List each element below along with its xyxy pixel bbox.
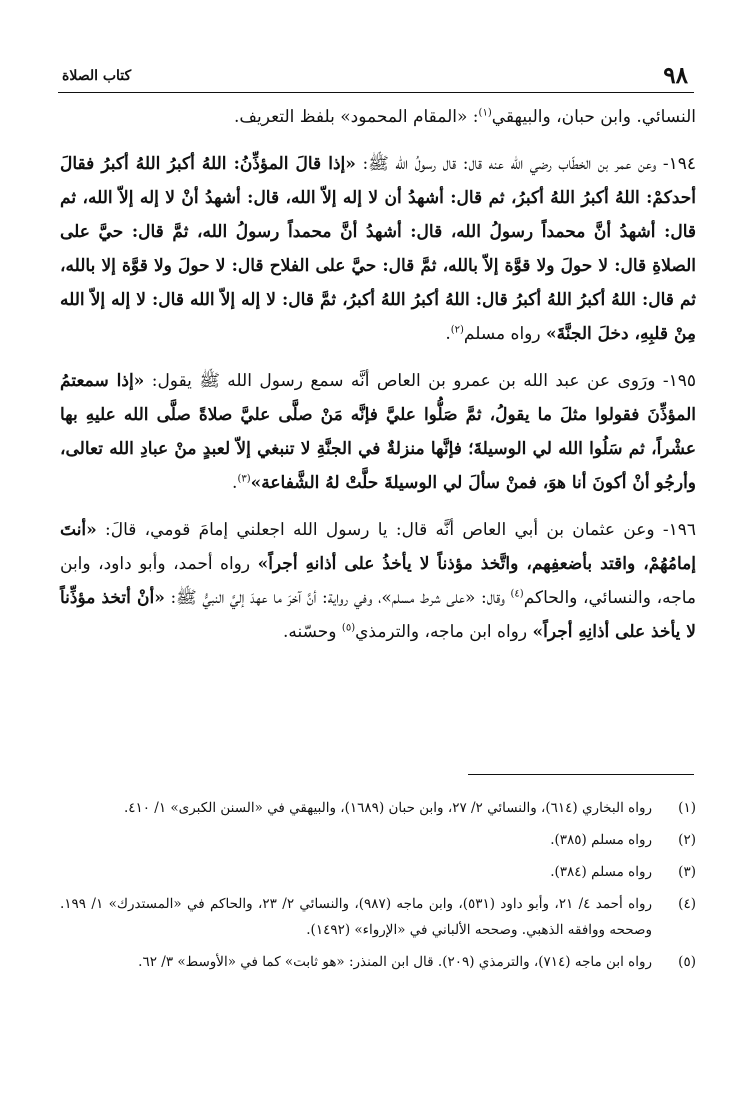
footnote-ref: (٤)	[510, 588, 524, 600]
footnote-text: رواه مسلم (٣٨٤).	[550, 864, 652, 880]
page-header	[58, 62, 694, 93]
footnote	[60, 949, 696, 975]
footnote-number: (٢)	[678, 832, 696, 848]
footnotes	[60, 795, 696, 981]
footnote	[60, 827, 696, 853]
footnote-text: رواه أحمد ٤/ ٢١، وأبو داود (٥٣١)، وابن ماجه (٩٨٧)، والنسائي ٢/ ٢٣، والحاكم في «المستدرك» ١/ ١٩٩. وصححه ووافقه الذهبي. وصححه الألباني في «الإرواء» (١٤٩٢).	[60, 896, 652, 938]
footnote-number: (٤)	[678, 896, 696, 912]
footnote	[60, 795, 696, 821]
footnote-number: (٣)	[678, 864, 696, 880]
footnote	[60, 859, 696, 885]
footnote-ref: (٢)	[450, 324, 464, 336]
hadith-text: «إذا سمعتمُ المؤذِّنَ فقولوا مثلَ ما يقولُ، ثمَّ صَلُّوا عليَّ فإنَّه مَنْ صلَّى عليَّ صلاةً صلَّى الله عليهِ بها عشْراً، ثم سَلُوا الله لي الوسيلةَ؛ فإنَّها منزلةٌ في الجنَّةِ لا تنبغي إلاّ لعبدٍ منْ عبادِ الله تعالى، وأرجُو أنْ أكونَ أنا هوَ، فمنْ سألَ لي الوسيلةَ حلَّتْ لهُ الشَّفاعة»	[60, 371, 696, 493]
hadith-195: ١٩٥- ورَوى عن عبد الله بن عمرو بن العاص أنَّه سمع رسول الله ﷺ يقول: «إذا سمعتمُ المؤذِّنَ فقولوا مثلَ ما يقولُ، ثمَّ صَلُّوا عليَّ فإنَّه مَنْ صلَّى عليَّ صلاةً صلَّى الله عليهِ بها عشْراً، ثم سَلُوا الله لي الوسيلةَ؛ فإنَّها منزلةٌ في الجنَّةِ لا تنبغي إلاّ لعبدٍ منْ عبادِ الله تعالى، وأرجُو أنْ أكونَ أنا هوَ، فمنْ سألَ لي الوسيلةَ حلَّتْ لهُ الشَّفاعة»$^{(٣)}$.	[60, 371, 696, 493]
footnote-text: رواه ابن ماجه (٧١٤)، والترمذي (٢٠٩). قال ابن المنذر: «هو ثابت» كما في «الأوسط» ٣/ ٦٢.	[138, 954, 652, 970]
footnote-number: (٥)	[678, 954, 696, 970]
page-number: ٩٨	[663, 62, 688, 89]
footnote	[60, 891, 696, 943]
footnote-divider	[468, 774, 694, 775]
hadith-194: ١٩٤- وعن عمر بن الخطّاب رضي الله عنه قال: قال رسولُ الله ﷺ: «إذا قالَ المؤذِّنُ: اللهُ أكبرُ اللهُ أكبرُ فقالَ أحدكمْ: اللهُ أكبرُ اللهُ أكبرُ، ثم قال: أشهدُ أن لا إله إلاّ الله، قال: أشهدُ أنْ لا إله إلاّ الله، ثم قال: أشهدُ أنَّ محمداً رسولُ الله، قال: أشهدُ أنَّ محمداً رسولُ الله، ثمَّ قال: حيَّ على الصلاةِ قال: لا حولَ ولا قوَّة إلاّ بالله، ثمَّ قال: حيَّ على الفلاح قال: لا حولَ ولا قوَّة إلا بالله، ثم قال: اللهُ أكبرُ اللهُ أكبرُ قال: اللهُ أكبرُ اللهُ أكبرُ، ثمَّ قال: لا إله إلاّ الله قال: لا إله إلاّ الله مِنْ قلبِهِ، دخلَ الجنَّةَ» رواه مسلم$^{(٢)}$.	[60, 154, 696, 344]
body-text	[60, 100, 696, 662]
footnote-text: رواه مسلم (٣٨٥).	[550, 832, 652, 848]
hadith-text: «أنتَ إمامُهُمْ، واقتد بأضعفِهم، واتَّخذ مؤذناً لا يأخذُ على أذانهِ أجراً»	[60, 520, 696, 574]
footnote-ref: (١)	[478, 107, 492, 119]
paragraph-continuation: النسائي. وابن حبان، والبيهقي$^{(١)}$: «المقام المحمود» بلفظ التعريف.	[234, 107, 696, 127]
hadith-text: «أنْ أتخذ مؤذِّناً لا يأخذ على أذانِهِ أجراً»	[60, 588, 696, 642]
hadith-196: ١٩٦- وعن عثمان بن أبي العاص أنَّه قال: يا رسول الله اجعلني إمامَ قومي، قالَ: «أنتَ إمامُهُمْ، واقتد بأضعفِهم، واتَّخذ مؤذناً لا يأخذُ على أذانهِ أجراً» رواه أحمد، وأبو داود، وابن ماجه، والنسائي، والحاكم$^{(٤)}$ وقال: «على شرط مسلم»، وفي رواية: أنَّ آخرَ ما عهدَ إليَّ النبيُّ ﷺ: «أنْ أتخذ مؤذِّناً لا يأخذ على أذانِهِ أجراً» رواه ابن ماجه، والترمذي$^{(٥)}$ وحسّنه.	[60, 520, 696, 642]
hadith-text: «إذا قالَ المؤذِّنُ: اللهُ أكبرُ اللهُ أكبرُ فقالَ أحدكمْ: اللهُ أكبرُ اللهُ أكبرُ، ثم قال: أشهدُ أن لا إله إلاّ الله، قال: أشهدُ أنْ لا إله إلاّ الله، ثم قال: أشهدُ أنَّ محمداً رسولُ الله، قال: أشهدُ أنَّ محمداً رسولُ الله، ثمَّ قال: حيَّ على الصلاةِ قال: لا حولَ ولا قوَّة إلاّ بالله، ثمَّ قال: حيَّ على الفلاح قال: لا حولَ ولا قوَّة إلا بالله، ثم قال: اللهُ أكبرُ اللهُ أكبرُ قال: اللهُ أكبرُ اللهُ أكبرُ، ثمَّ قال: لا إله إلاّ الله قال: لا إله إلاّ الله مِنْ قلبِهِ، دخلَ الجنَّةَ»	[60, 154, 696, 344]
footnote-text: رواه البخاري (٦١٤)، والنسائي ٢/ ٢٧، وابن حبان (١٦٨٩)، والبيهقي في «السنن الكبرى» ١/ ٤١٠.	[123, 800, 652, 816]
footnote-number: (١)	[678, 800, 696, 816]
book-title: كتاب الصلاة	[62, 68, 132, 84]
footnote-ref: (٥)	[341, 622, 356, 634]
footnote-ref: (٣)	[237, 473, 251, 485]
